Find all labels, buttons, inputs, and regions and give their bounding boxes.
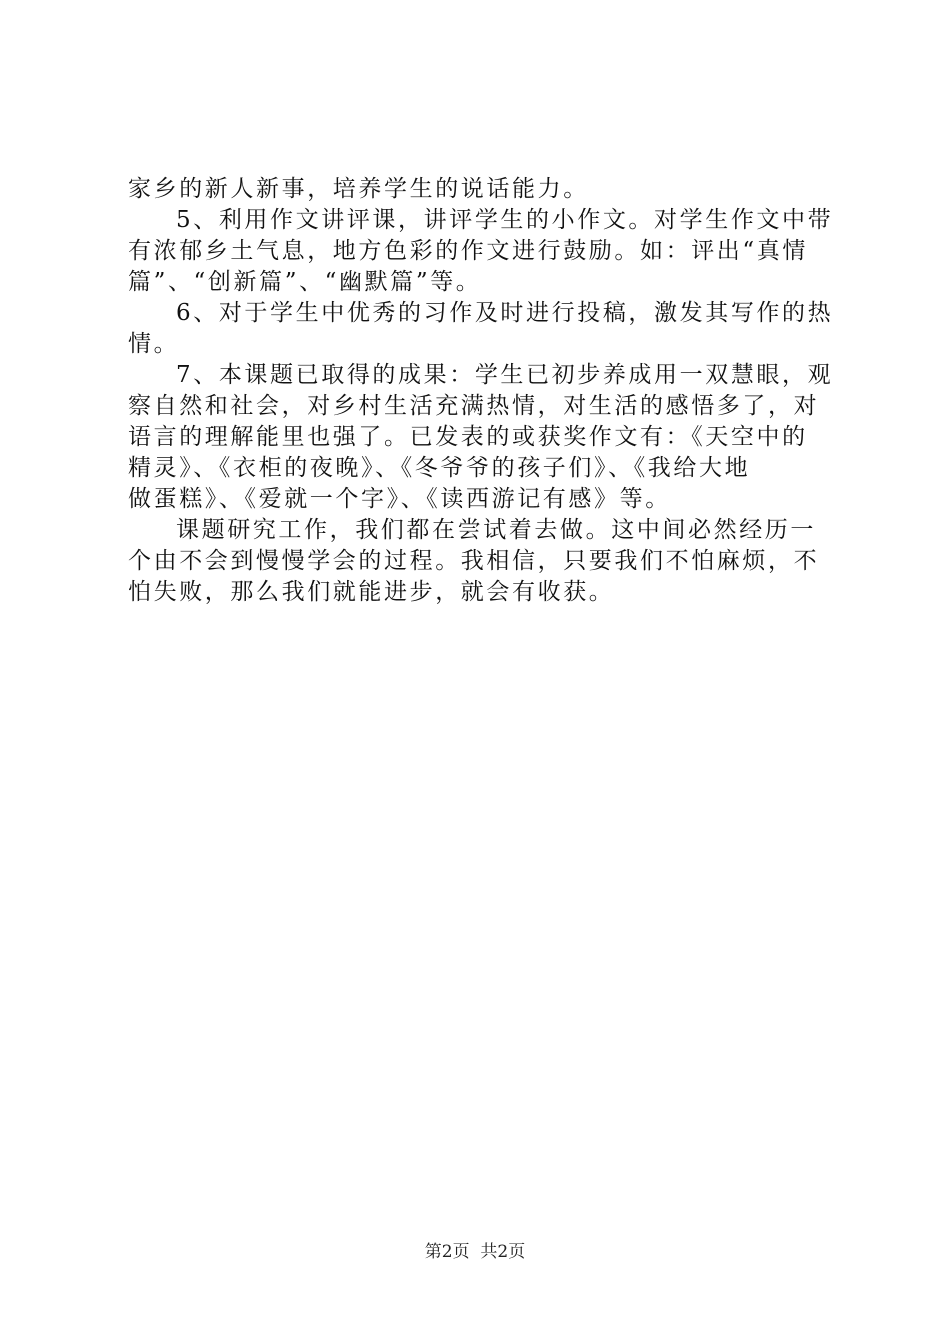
text-line: 5、利用作文讲评课，讲评学生的小作文。对学生作文中带 [176,207,834,233]
page-number-footer: 第2页 共2页 [424,1242,526,1262]
text-line: 7、本课题已取得的成果：学生已初步养成用一双慧眼，观 [176,362,834,388]
text-line: 察自然和社会，对乡村生活充满热情，对生活的感悟多了，对 [128,393,820,419]
text-line: 精灵》、《衣柜的夜晚》、《冬爷爷的孩子们》、《我给大地 [128,455,751,481]
text-line: 6、对于学生中优秀的习作及时进行投稿，激发其写作的热 [176,300,834,326]
text-line: 做蛋糕》、《爱就一个字》、《读西游记有感》等。 [128,486,671,512]
text-line: 课题研究工作，我们都在尝试着去做。这中间必然经历一 [176,517,816,543]
text-line: 家乡的新人新事，培养学生的说话能力。 [128,176,589,202]
text-line: 怕失败，那么我们就能进步，就会有收获。 [128,579,615,605]
text-line: 情。 [128,331,180,357]
text-line: 语言的理解能里也强了。已发表的或获奖作文有：《天空中的 [128,424,808,450]
text-line: 有浓郁乡土气息，地方色彩的作文进行鼓励。如：评出“真情 [128,238,808,264]
document-body [128,174,834,608]
text-line: 篇”、“创新篇”、“幽默篇”等。 [128,269,482,295]
text-line: 个由不会到慢慢学会的过程。我相信，只要我们不怕麻烦，不 [128,548,820,574]
